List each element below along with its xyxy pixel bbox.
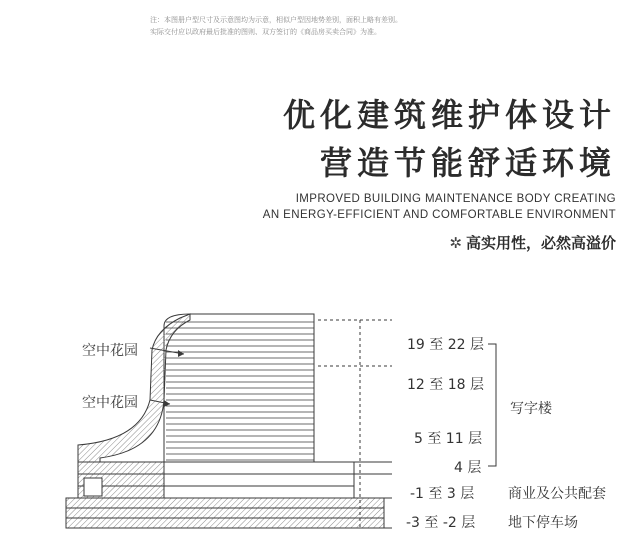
gear-icon: ✲ bbox=[449, 233, 462, 252]
building-section-drawing bbox=[0, 290, 640, 547]
english-subtitle-line-1: IMPROVED BUILDING MAINTENANCE BODY CREATING bbox=[295, 193, 616, 205]
floor-label-5-11: 5 至 11 层 bbox=[414, 431, 483, 447]
building-section-diagram bbox=[0, 290, 640, 547]
sky-garden-label-lower: 空中花园 bbox=[82, 395, 138, 411]
sky-garden-label-upper: 空中花园 bbox=[82, 343, 138, 359]
floor-label-19-22: 19 至 22 层 bbox=[407, 337, 484, 353]
floor-label-minus3-minus2: -3 至 -2 层 bbox=[406, 515, 476, 531]
zone-label-office: 写字楼 bbox=[510, 401, 552, 417]
slogan-text: 高实用性，必然高溢价 bbox=[465, 234, 616, 252]
zone-label-parking: 地下停车场 bbox=[508, 515, 578, 531]
disclaimer-line-2: 实际交付应以政府最后批准的图则、双方签订的《商品房买卖合同》为准。 bbox=[150, 28, 381, 36]
zone-label-commercial: 商业及公共配套 bbox=[508, 486, 606, 502]
disclaimer-line-1: 注：本图册户型尺寸及示意图均为示意，相似户型因地势差别，面积上略有差别。 bbox=[150, 16, 402, 24]
basement-slab bbox=[66, 498, 384, 528]
page-title-line-1: 优化建筑维护体设计 bbox=[282, 96, 616, 134]
floor-label-12-18: 12 至 18 层 bbox=[407, 377, 484, 393]
page-title-line-2: 营造节能舒适环境 bbox=[319, 144, 616, 182]
disclaimer-note bbox=[150, 14, 620, 38]
slogan bbox=[449, 232, 616, 253]
floor-label-4: 4 层 bbox=[454, 460, 482, 476]
english-subtitle-line-2: AN ENERGY-EFFICIENT AND COMFORTABLE ENVIRONMENT bbox=[262, 209, 616, 221]
floor-label-minus1-3: -1 至 3 层 bbox=[410, 486, 475, 502]
